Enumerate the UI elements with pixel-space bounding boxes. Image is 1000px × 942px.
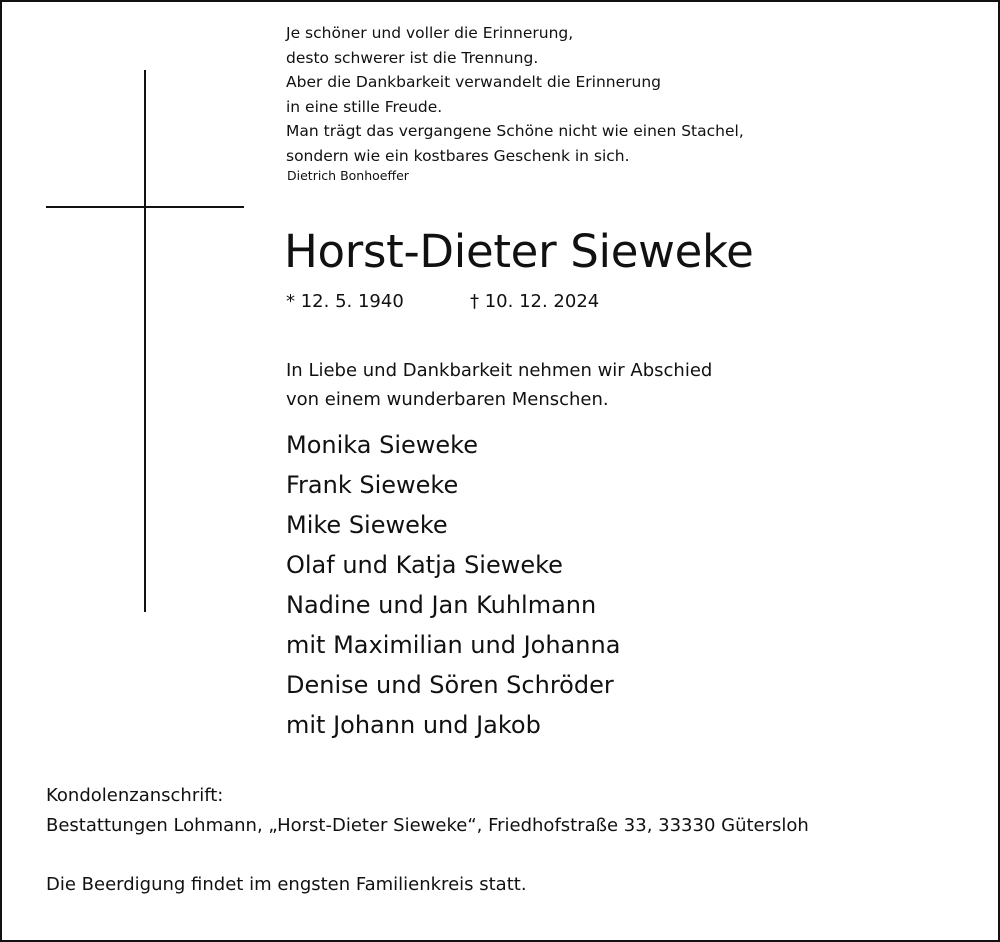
mourner-entry: Mike Sieweke [286, 511, 448, 539]
farewell-line: von einem wunderbaren Menschen. [286, 389, 609, 410]
farewell-line: In Liebe und Dankbarkeit nehmen wir Abschied [286, 360, 713, 381]
quote-line: Man trägt das vergangene Schöne nicht wie einen Stachel, [286, 122, 744, 140]
life-dates [286, 288, 600, 316]
mourner-entry: Denise und Sören Schröder [286, 671, 614, 699]
mourner-entry: mit Maximilian und Johanna [286, 631, 621, 659]
mourner-entry: Olaf und Katja Sieweke [286, 551, 563, 579]
quote-line: in eine stille Freude. [286, 97, 443, 116]
mourner-entry: Nadine und Jan Kuhlmann [286, 591, 597, 619]
condolence-address: Bestattungen Lohmann, „Horst-Dieter Sieweke“, Friedhofstraße 33, 33330 Gütersloh [46, 815, 809, 836]
quote-line: Aber die Dankbarkeit verwandelt die Erinnerung [286, 73, 661, 91]
mourner-entry: mit Johann und Jakob [286, 711, 541, 739]
cross-icon-horizontal-bar [46, 206, 244, 208]
deceased-name: Horst-Dieter Sieweke [284, 225, 754, 278]
memorial-quote [286, 21, 744, 185]
quote-line: Je schöner und voller die Erinnerung, [286, 24, 574, 42]
cross-icon-vertical-bar [144, 70, 146, 612]
mourner-entry: Monika Sieweke [286, 431, 478, 459]
mourners-list [286, 425, 620, 745]
funeral-note: Die Beerdigung findet im engsten Familienkreis statt. [46, 874, 527, 895]
quote-line: desto schwerer ist die Trennung. [286, 48, 539, 67]
mourner-entry: Frank Sieweke [286, 471, 459, 499]
condolence-address-block [46, 781, 809, 841]
birth-date: * 12. 5. 1940 [286, 291, 404, 312]
farewell-text [286, 356, 712, 414]
quote-line: sondern wie ein kostbares Geschenk in sich. [286, 146, 630, 165]
death-date: † 10. 12. 2024 [470, 291, 600, 312]
condolence-label: Kondolenzanschrift: [46, 785, 224, 806]
quote-author: Dietrich Bonhoeffer [287, 168, 409, 183]
